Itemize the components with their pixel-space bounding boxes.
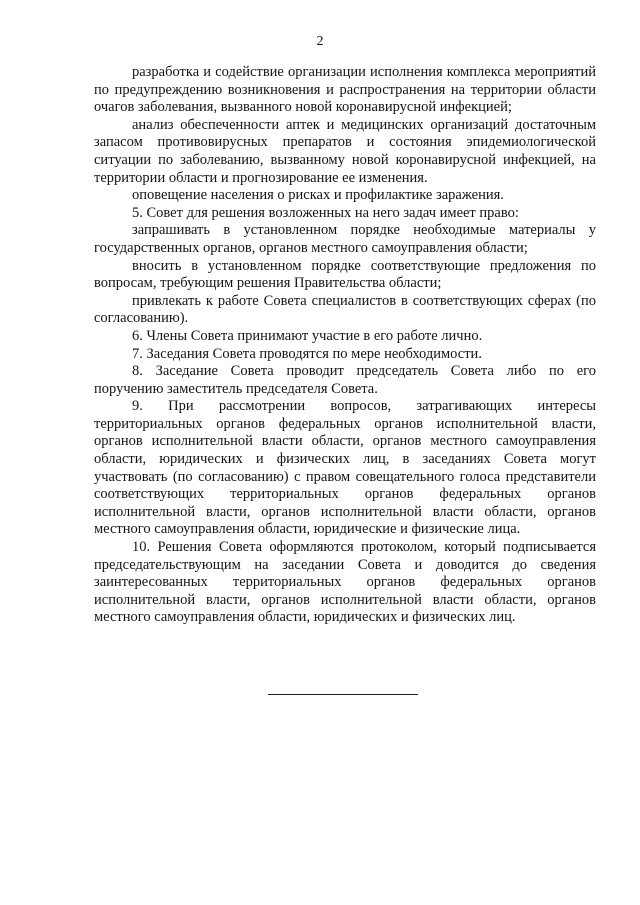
paragraph-right-request: запрашивать в установленном порядке необходимые материалы у государственных органов, органов местного самоуправления области;: [94, 222, 596, 256]
closing-rule: [268, 694, 418, 695]
paragraph-right-propose: вносить в установленном порядке соответствующие предложения по вопросам, требующим решения Правительства области;: [94, 257, 596, 292]
document-body: [94, 64, 596, 627]
paragraph-item-10: 10. Решения Совета оформляются протоколом, который подписывается председательствующим на заседании Совета и доводится до сведения заинтересованных территориальных органов федеральных органов исполнительной власти, органов исполнительной власти области, органов местного самоуправления области, юридических и физических лиц.: [94, 539, 596, 626]
page-number: 2: [316, 34, 324, 49]
paragraph-item-6: 6. Члены Совета принимают участие в его работе лично.: [132, 327, 483, 344]
paragraph-task-analysis: анализ обеспеченности аптек и медицинских организаций достаточным запасом противовирусных препаратов и состояния эпидемиологической ситуации по заболеванию, вызванному новой коронавирусной инфекцией, на территории области и прогнозирование ее изменения.: [94, 116, 596, 186]
paragraph-task-notification: оповещение населения о рисках и профилактике заражения.: [132, 187, 504, 204]
paragraph-item-8: 8. Заседание Совета проводит председатель Совета либо по его поручению заместитель председателя Совета.: [94, 363, 596, 397]
paragraph-right-involve: привлекать к работе Совета специалистов в соответствующих сферах (по согласованию).: [94, 292, 596, 327]
paragraph-item-5: 5. Совет для решения возложенных на него задач имеет право:: [132, 204, 519, 221]
paragraph-item-7: 7. Заседания Совета проводятся по мере необходимости.: [132, 345, 482, 362]
paragraph-task-development: разработка и содействие организации исполнения комплекса мероприятий по предупреждению возникновения и распространения на территории области очагов заболевания, вызванного новой коронавирусной инфекцией;: [94, 64, 596, 116]
paragraph-item-9: 9. При рассмотрении вопросов, затрагивающих интересы территориальных органов федеральных органов исполнительной власти, органов исполнительной власти области, органов местного самоуправления области, юридических и физических лиц, в заседаниях Совета могут участвовать (по согласованию) с правом совещательного голоса представители соответствующих территориальных органов федеральных органов исполнительной власти, органов исполнительной власти области, органов местного самоуправления области, юридические и физические лица.: [94, 398, 596, 538]
